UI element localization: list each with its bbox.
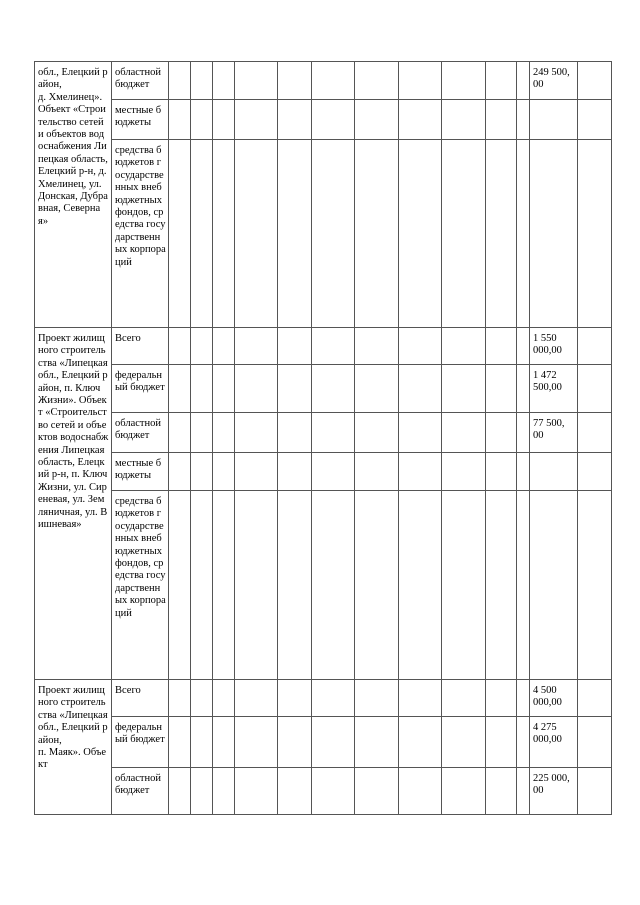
empty-cell <box>399 717 442 768</box>
empty-cell <box>578 413 612 453</box>
empty-cell <box>312 680 355 717</box>
empty-cell <box>486 62 517 100</box>
empty-cell <box>578 140 612 328</box>
table-row <box>35 100 612 140</box>
empty-cell <box>517 328 530 365</box>
empty-cell <box>442 365 486 413</box>
project-name-cell <box>35 680 112 815</box>
funding-source-cell: местные бюджеты <box>112 453 169 491</box>
empty-cell <box>213 100 235 140</box>
empty-cell <box>517 62 530 100</box>
empty-cell <box>191 717 213 768</box>
empty-cell <box>278 717 312 768</box>
empty-cell <box>213 328 235 365</box>
empty-cell <box>312 140 355 328</box>
empty-cell <box>278 100 312 140</box>
funding-source-cell: Всего <box>112 328 169 365</box>
empty-cell <box>399 365 442 413</box>
empty-cell <box>486 717 517 768</box>
empty-cell <box>169 717 191 768</box>
empty-cell <box>355 100 399 140</box>
empty-cell <box>312 768 355 815</box>
table-row <box>35 768 612 815</box>
empty-cell <box>578 365 612 413</box>
empty-cell <box>235 100 278 140</box>
funding-table <box>34 61 612 815</box>
funding-source-cell: средства бюджетов государственных внебюджетных фондов, средства государственных корпораций <box>112 140 169 328</box>
empty-cell <box>191 365 213 413</box>
empty-cell <box>235 680 278 717</box>
empty-cell <box>399 680 442 717</box>
empty-cell <box>517 365 530 413</box>
empty-cell <box>312 100 355 140</box>
empty-cell <box>278 768 312 815</box>
funding-source-cell: Всего <box>112 680 169 717</box>
empty-cell <box>235 768 278 815</box>
empty-cell <box>517 140 530 328</box>
empty-cell <box>399 100 442 140</box>
empty-cell <box>169 491 191 680</box>
empty-cell <box>235 62 278 100</box>
empty-cell <box>517 680 530 717</box>
empty-cell <box>191 140 213 328</box>
empty-cell <box>169 62 191 100</box>
empty-cell <box>442 680 486 717</box>
empty-cell <box>399 328 442 365</box>
empty-cell <box>278 413 312 453</box>
funding-source-cell: местные бюджеты <box>112 100 169 140</box>
empty-cell <box>278 328 312 365</box>
empty-cell <box>517 717 530 768</box>
empty-cell <box>399 413 442 453</box>
empty-cell <box>442 453 486 491</box>
empty-cell <box>278 365 312 413</box>
amount-cell: 4 500 000,00 <box>530 680 578 717</box>
empty-cell <box>578 680 612 717</box>
empty-cell <box>517 453 530 491</box>
empty-cell <box>235 491 278 680</box>
empty-cell <box>486 365 517 413</box>
empty-cell <box>578 491 612 680</box>
empty-cell <box>213 768 235 815</box>
empty-cell <box>355 62 399 100</box>
empty-cell <box>399 768 442 815</box>
empty-cell <box>191 328 213 365</box>
table-row <box>35 62 612 100</box>
empty-cell <box>486 140 517 328</box>
empty-cell <box>213 680 235 717</box>
empty-cell <box>312 62 355 100</box>
project-name-cell <box>35 62 112 328</box>
table-row <box>35 680 612 717</box>
empty-cell <box>355 717 399 768</box>
empty-cell <box>578 768 612 815</box>
amount-cell <box>530 491 578 680</box>
empty-cell <box>399 491 442 680</box>
empty-cell <box>442 491 486 680</box>
empty-cell <box>235 453 278 491</box>
amount-cell <box>530 100 578 140</box>
amount-cell: 1 550 000,00 <box>530 328 578 365</box>
table-row <box>35 717 612 768</box>
empty-cell <box>442 100 486 140</box>
empty-cell <box>191 768 213 815</box>
empty-cell <box>191 491 213 680</box>
funding-source-cell: федеральный бюджет <box>112 365 169 413</box>
empty-cell <box>213 491 235 680</box>
table-row <box>35 140 612 328</box>
empty-cell <box>169 680 191 717</box>
project-name: обл., Елецкий район, д. Хмелинец». Объект «Строительство сетей и объектов водоснабжения Липецкая область, Елецкий р-н, д. Хмелинец, ул. Донская, Дубравная, Северная» <box>38 67 108 227</box>
amount-cell <box>530 140 578 328</box>
empty-cell <box>399 453 442 491</box>
empty-cell <box>517 768 530 815</box>
empty-cell <box>486 768 517 815</box>
amount-cell: 77 500, 00 <box>530 413 578 453</box>
empty-cell <box>278 491 312 680</box>
empty-cell <box>399 62 442 100</box>
project-name: Проект жилищного строительства «Липецкая обл., Елецкий район, п. Маяк». Объект <box>38 685 108 771</box>
empty-cell <box>442 717 486 768</box>
empty-cell <box>213 140 235 328</box>
amount-cell: 1 472 500,00 <box>530 365 578 413</box>
empty-cell <box>169 453 191 491</box>
amount-cell: 4 275 000,00 <box>530 717 578 768</box>
empty-cell <box>442 62 486 100</box>
empty-cell <box>355 768 399 815</box>
empty-cell <box>278 62 312 100</box>
table-row <box>35 491 612 680</box>
empty-cell <box>213 453 235 491</box>
funding-source-cell: средства бюджетов государственных внебюджетных фондов, средства государственных корпораций <box>112 491 169 680</box>
empty-cell <box>191 680 213 717</box>
empty-cell <box>312 717 355 768</box>
empty-cell <box>442 413 486 453</box>
empty-cell <box>578 100 612 140</box>
empty-cell <box>442 328 486 365</box>
empty-cell <box>517 413 530 453</box>
empty-cell <box>169 413 191 453</box>
empty-cell <box>191 413 213 453</box>
funding-source-cell: областной бюджет <box>112 62 169 100</box>
amount-cell: 225 000, 00 <box>530 768 578 815</box>
empty-cell <box>312 328 355 365</box>
empty-cell <box>486 413 517 453</box>
document-page <box>34 61 612 815</box>
empty-cell <box>486 328 517 365</box>
empty-cell <box>235 365 278 413</box>
empty-cell <box>278 680 312 717</box>
empty-cell <box>399 140 442 328</box>
empty-cell <box>312 491 355 680</box>
empty-cell <box>355 680 399 717</box>
empty-cell <box>235 140 278 328</box>
table-row <box>35 413 612 453</box>
empty-cell <box>486 100 517 140</box>
empty-cell <box>278 453 312 491</box>
empty-cell <box>213 365 235 413</box>
empty-cell <box>486 453 517 491</box>
empty-cell <box>355 365 399 413</box>
empty-cell <box>235 717 278 768</box>
empty-cell <box>355 453 399 491</box>
empty-cell <box>278 140 312 328</box>
empty-cell <box>235 328 278 365</box>
empty-cell <box>442 140 486 328</box>
empty-cell <box>191 100 213 140</box>
empty-cell <box>578 328 612 365</box>
funding-source-cell: областной бюджет <box>112 413 169 453</box>
table-row <box>35 328 612 365</box>
empty-cell <box>213 717 235 768</box>
amount-cell: 249 500, 00 <box>530 62 578 100</box>
empty-cell <box>312 453 355 491</box>
empty-cell <box>213 62 235 100</box>
empty-cell <box>169 140 191 328</box>
empty-cell <box>191 453 213 491</box>
empty-cell <box>355 491 399 680</box>
table-row <box>35 365 612 413</box>
empty-cell <box>169 328 191 365</box>
empty-cell <box>355 140 399 328</box>
project-name: Проект жилищного строительства «Липецкая обл., Елецкий район, п. Ключ Жизни». Объект «Строительство сетей и объектов водоснабжения Липецкая область, Елецкий р-н, п. Ключ Жизни, ул. Сиреневая, ул. Земляничная, ул. Вишневая» <box>38 333 109 531</box>
empty-cell <box>578 717 612 768</box>
funding-source-cell: федеральный бюджет <box>112 717 169 768</box>
empty-cell <box>517 491 530 680</box>
empty-cell <box>235 413 278 453</box>
empty-cell <box>191 62 213 100</box>
empty-cell <box>312 413 355 453</box>
empty-cell <box>578 453 612 491</box>
empty-cell <box>517 100 530 140</box>
empty-cell <box>169 100 191 140</box>
empty-cell <box>442 768 486 815</box>
empty-cell <box>578 62 612 100</box>
empty-cell <box>312 365 355 413</box>
empty-cell <box>169 768 191 815</box>
table-row <box>35 453 612 491</box>
amount-cell <box>530 453 578 491</box>
empty-cell <box>355 413 399 453</box>
empty-cell <box>486 491 517 680</box>
empty-cell <box>169 365 191 413</box>
empty-cell <box>213 413 235 453</box>
empty-cell <box>486 680 517 717</box>
project-name-cell <box>35 328 112 680</box>
empty-cell <box>355 328 399 365</box>
funding-source-cell: областной бюджет <box>112 768 169 815</box>
